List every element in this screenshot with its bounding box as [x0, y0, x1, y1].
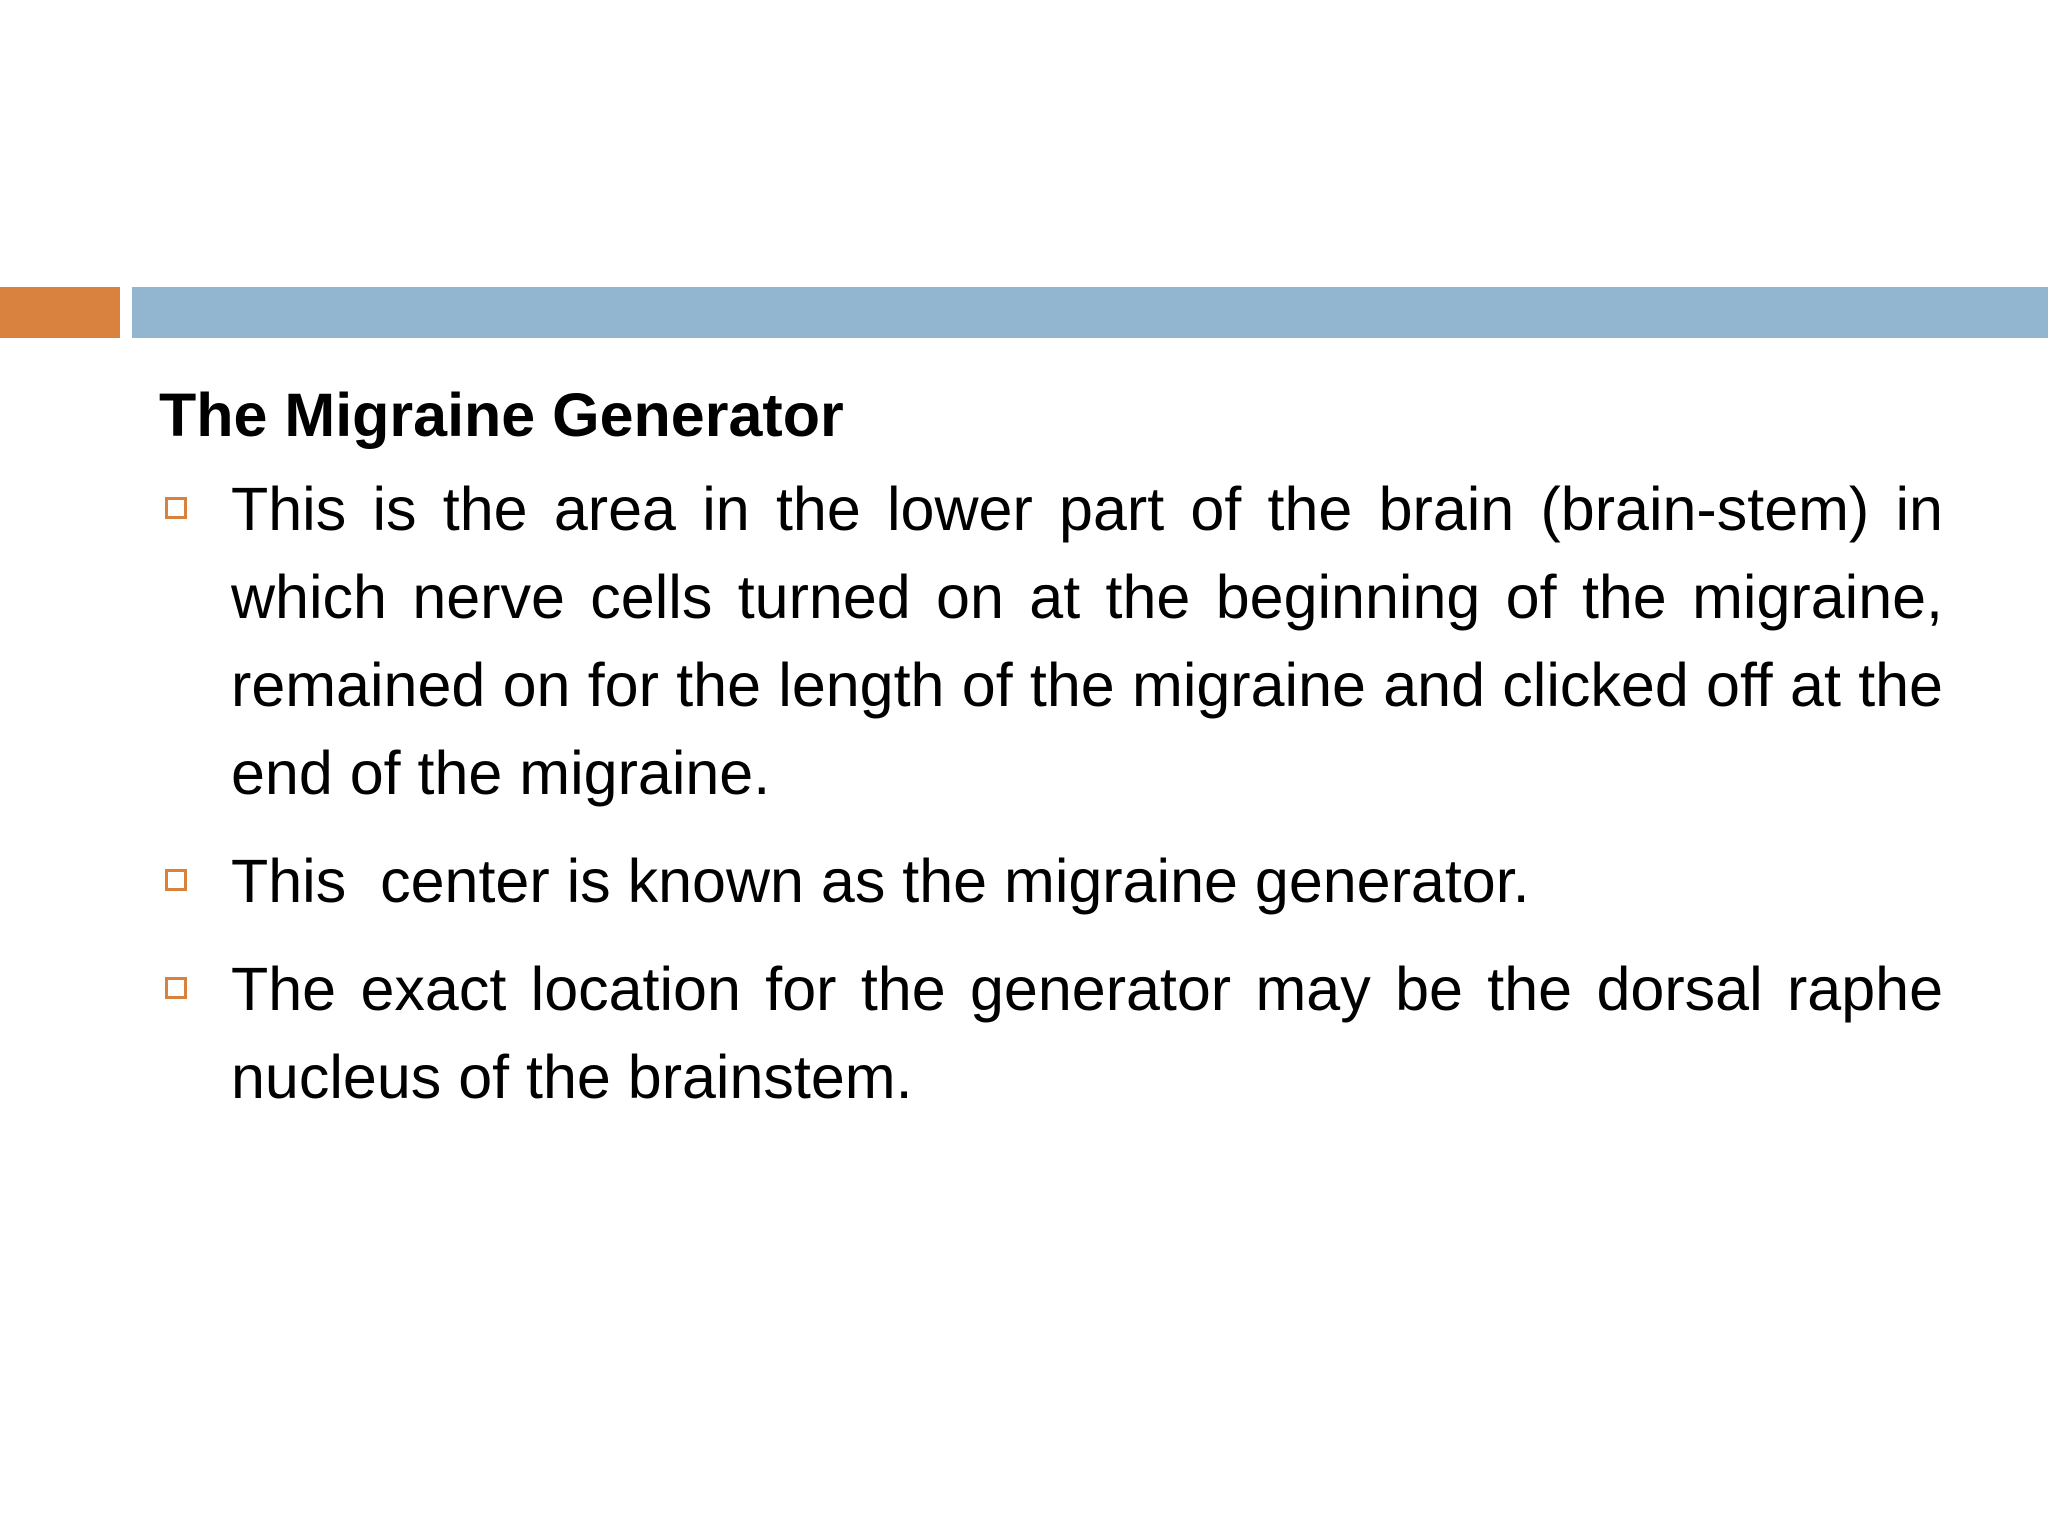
- square-bullet-icon: [165, 497, 187, 519]
- slide-title: The Migraine Generator: [159, 381, 844, 449]
- bullet-list: [159, 465, 1943, 1121]
- square-bullet-icon: [165, 977, 187, 999]
- bullet-item: [159, 945, 1943, 1121]
- bullet-text: This is the area in the lower part of the brain (brain-stem) in which nerve cells turned on at the beginning of the migraine, remained on for the length of the migraine and clicked off at the end of the migraine.: [231, 475, 1943, 807]
- bullet-text: The exact location for the generator may be the dorsal raphe nucleus of the brainstem.: [231, 955, 1943, 1111]
- blue-accent-bar: [132, 287, 2048, 338]
- orange-accent-bar: [0, 287, 120, 338]
- bullet-text: This center is known as the migraine generator.: [231, 847, 1530, 915]
- square-bullet-icon: [165, 869, 187, 891]
- slide-content: [159, 375, 1943, 1141]
- bullet-item: [159, 465, 1943, 817]
- bullet-item: [159, 837, 1943, 925]
